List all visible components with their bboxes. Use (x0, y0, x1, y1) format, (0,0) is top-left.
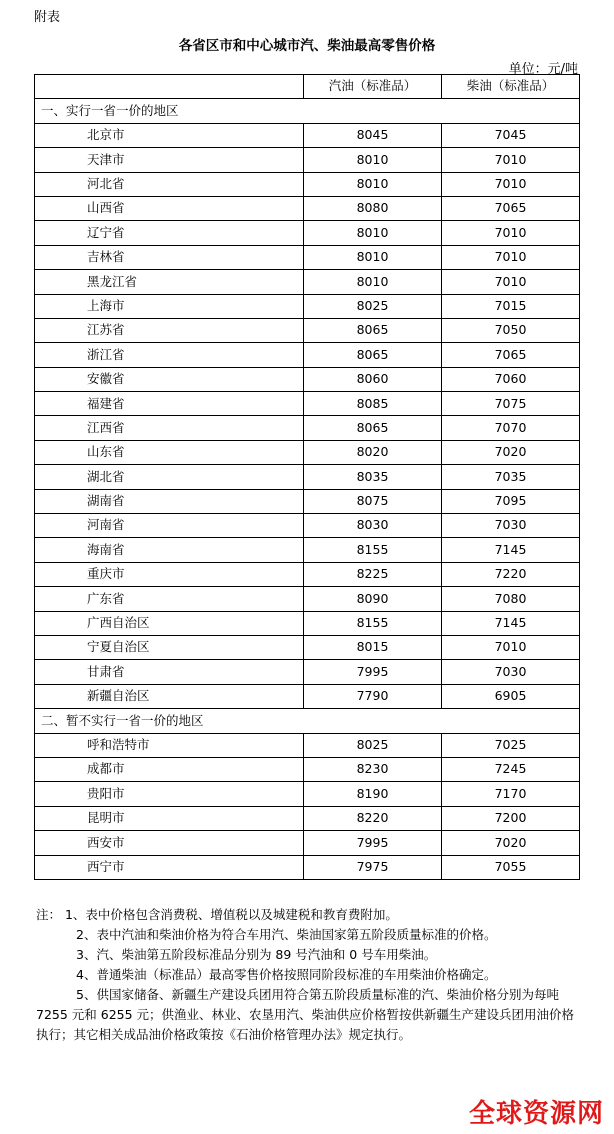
table-row (35, 367, 580, 391)
diesel-price-cell: 7010 (442, 245, 580, 269)
gasoline-price-cell: 8010 (304, 172, 442, 196)
region-cell: 福建省 (35, 392, 304, 416)
gasoline-price-cell: 8190 (304, 782, 442, 806)
gasoline-price-cell: 8025 (304, 733, 442, 757)
gasoline-price-cell: 8230 (304, 757, 442, 781)
gasoline-price-cell: 7995 (304, 660, 442, 684)
table-row (35, 148, 580, 172)
gasoline-price-cell: 7975 (304, 855, 442, 879)
diesel-price-cell: 7020 (442, 831, 580, 855)
table-row (35, 514, 580, 538)
gasoline-price-cell: 8065 (304, 318, 442, 342)
diesel-price-cell: 7010 (442, 635, 580, 659)
header-region (35, 75, 304, 99)
region-cell: 宁夏自治区 (35, 635, 304, 659)
diesel-price-cell: 6905 (442, 684, 580, 708)
table-row (35, 562, 580, 586)
gasoline-price-cell: 8010 (304, 270, 442, 294)
region-cell: 江西省 (35, 416, 304, 440)
diesel-price-cell: 7220 (442, 562, 580, 586)
diesel-price-cell: 7050 (442, 318, 580, 342)
table-row (35, 416, 580, 440)
region-cell: 贵阳市 (35, 782, 304, 806)
region-cell: 海南省 (35, 538, 304, 562)
gasoline-price-cell: 8010 (304, 148, 442, 172)
region-cell: 黑龙江省 (35, 270, 304, 294)
diesel-price-cell: 7075 (442, 392, 580, 416)
table-row (35, 245, 580, 269)
gasoline-price-cell: 8010 (304, 221, 442, 245)
watermark-logo: 全球资源网 (468, 1099, 604, 1129)
region-cell: 新疆自治区 (35, 684, 304, 708)
note-1: 注： 1、表中价格包含消费税、增值税以及城建税和教育费附加。 (36, 907, 398, 922)
diesel-price-cell: 7010 (442, 221, 580, 245)
note-4: 4、普通柴油（标准品）最高零售价格按照同阶段标准的车用柴油价格确定。 (76, 967, 497, 982)
note-3: 3、汽、柴油第五阶段标准品分别为 89 号汽油和 0 号车用柴油。 (76, 947, 437, 962)
page-title: 各省区市和中心城市汽、柴油最高零售价格 (178, 38, 436, 54)
region-cell: 吉林省 (35, 245, 304, 269)
header-diesel: 柴油（标准品） (442, 75, 580, 99)
unit-label: 单位：元/吨 (508, 62, 578, 77)
diesel-price-cell: 7015 (442, 294, 580, 318)
gasoline-price-cell: 8080 (304, 196, 442, 220)
region-cell: 重庆市 (35, 562, 304, 586)
region-cell: 山西省 (35, 196, 304, 220)
region-cell: 北京市 (35, 123, 304, 147)
table-row (35, 806, 580, 830)
region-cell: 呼和浩特市 (35, 733, 304, 757)
diesel-price-cell: 7020 (442, 440, 580, 464)
gasoline-price-cell: 8075 (304, 489, 442, 513)
table-row (35, 782, 580, 806)
table-row (35, 343, 580, 367)
gasoline-price-cell: 8090 (304, 587, 442, 611)
region-cell: 山东省 (35, 440, 304, 464)
gasoline-price-cell: 8220 (304, 806, 442, 830)
gasoline-price-cell: 8065 (304, 416, 442, 440)
attachment-label: 附表 (34, 10, 61, 25)
gasoline-price-cell: 8225 (304, 562, 442, 586)
gasoline-price-cell: 8030 (304, 514, 442, 538)
diesel-price-cell: 7065 (442, 343, 580, 367)
price-table (34, 74, 580, 880)
table-row (35, 587, 580, 611)
table-row (35, 172, 580, 196)
diesel-price-cell: 7065 (442, 196, 580, 220)
table-row (35, 855, 580, 879)
table-row (35, 294, 580, 318)
diesel-price-cell: 7035 (442, 465, 580, 489)
note-2: 2、表中汽油和柴油价格为符合车用汽、柴油国家第五阶段质量标准的价格。 (76, 927, 497, 942)
region-cell: 河南省 (35, 514, 304, 538)
gasoline-price-cell: 8015 (304, 635, 442, 659)
diesel-price-cell: 7030 (442, 514, 580, 538)
gasoline-price-cell: 8085 (304, 392, 442, 416)
table-row (35, 635, 580, 659)
diesel-price-cell: 7025 (442, 733, 580, 757)
table-row (35, 196, 580, 220)
diesel-price-cell: 7200 (442, 806, 580, 830)
table-row (35, 123, 580, 147)
table-row (35, 538, 580, 562)
section-row (35, 99, 580, 123)
region-cell: 湖北省 (35, 465, 304, 489)
region-cell: 辽宁省 (35, 221, 304, 245)
region-cell: 广东省 (35, 587, 304, 611)
region-cell: 天津市 (35, 148, 304, 172)
notes (36, 905, 582, 1045)
diesel-price-cell: 7145 (442, 611, 580, 635)
region-cell: 西宁市 (35, 855, 304, 879)
region-cell: 河北省 (35, 172, 304, 196)
header-gasoline: 汽油（标准品） (304, 75, 442, 99)
section-title: 一、实行一省一价的地区 (35, 99, 580, 123)
region-cell: 成都市 (35, 757, 304, 781)
table-row (35, 221, 580, 245)
gasoline-price-cell: 7790 (304, 684, 442, 708)
section-title: 二、暂不实行一省一价的地区 (35, 709, 580, 733)
gasoline-price-cell: 8035 (304, 465, 442, 489)
gasoline-price-cell: 8065 (304, 343, 442, 367)
diesel-price-cell: 7070 (442, 416, 580, 440)
region-cell: 湖南省 (35, 489, 304, 513)
table-row (35, 392, 580, 416)
diesel-price-cell: 7010 (442, 148, 580, 172)
table-row (35, 489, 580, 513)
table-row (35, 465, 580, 489)
gasoline-price-cell: 8020 (304, 440, 442, 464)
gasoline-price-cell: 8155 (304, 538, 442, 562)
table-row (35, 660, 580, 684)
region-cell: 甘肃省 (35, 660, 304, 684)
gasoline-price-cell: 8045 (304, 123, 442, 147)
diesel-price-cell: 7080 (442, 587, 580, 611)
region-cell: 浙江省 (35, 343, 304, 367)
region-cell: 广西自治区 (35, 611, 304, 635)
table-row (35, 831, 580, 855)
gasoline-price-cell: 8155 (304, 611, 442, 635)
diesel-price-cell: 7145 (442, 538, 580, 562)
diesel-price-cell: 7095 (442, 489, 580, 513)
section-row (35, 709, 580, 733)
diesel-price-cell: 7030 (442, 660, 580, 684)
diesel-price-cell: 7045 (442, 123, 580, 147)
gasoline-price-cell: 8010 (304, 245, 442, 269)
region-cell: 西安市 (35, 831, 304, 855)
table-row (35, 318, 580, 342)
region-cell: 安徽省 (35, 367, 304, 391)
table-row (35, 440, 580, 464)
gasoline-price-cell: 8025 (304, 294, 442, 318)
table-row (35, 733, 580, 757)
note-5: 5、供国家储备、新疆生产建设兵团用符合第五阶段质量标准的汽、柴油价格分别为每吨 7255 元和 6255 元；供渔业、林业、农垦用汽、柴油供应价格暂按供新疆生产建设兵团用油价格执行；其它相关成品油价格政策按《石油价格管理办法》规定执行。 (36, 987, 575, 1042)
region-cell: 昆明市 (35, 806, 304, 830)
table-row (35, 611, 580, 635)
diesel-price-cell: 7010 (442, 172, 580, 196)
table-row (35, 684, 580, 708)
gasoline-price-cell: 8060 (304, 367, 442, 391)
table-row (35, 270, 580, 294)
diesel-price-cell: 7010 (442, 270, 580, 294)
diesel-price-cell: 7055 (442, 855, 580, 879)
gasoline-price-cell: 7995 (304, 831, 442, 855)
table-header-row (35, 75, 580, 99)
region-cell: 上海市 (35, 294, 304, 318)
diesel-price-cell: 7245 (442, 757, 580, 781)
region-cell: 江苏省 (35, 318, 304, 342)
diesel-price-cell: 7170 (442, 782, 580, 806)
diesel-price-cell: 7060 (442, 367, 580, 391)
table-row (35, 757, 580, 781)
